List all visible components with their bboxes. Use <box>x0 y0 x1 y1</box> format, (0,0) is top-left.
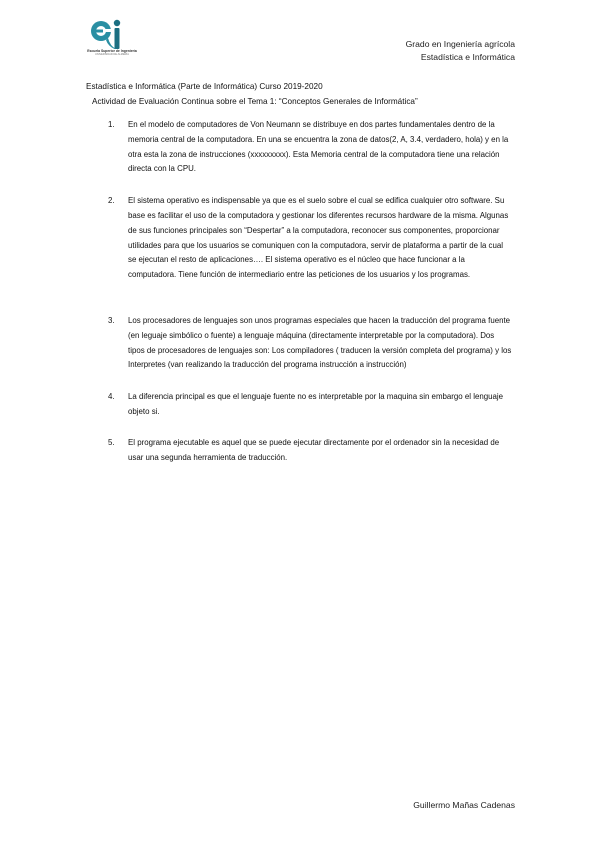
answer-number: 1. <box>108 120 115 129</box>
answer-text: Los procesadores de lenguajes son unos programas especiales que hacen la traducción del programa fuente (en leguaje simbólico o fuente) a lenguaje máquina (directamente interpretable por la computadora). Dos tipos de procesadores de lenguajes son: Los compiladores ( traducen la versión completa del programa) y los Interpretes (van realizando la traducción del programa instrucción a instrucción) <box>128 315 512 370</box>
activity-title: Actividad de Evaluación Continua sobre el Tema 1: “Conceptos Generales de Informática” <box>92 97 418 106</box>
answer-number: 2. <box>108 196 115 206</box>
answer-text: En el modelo de computadores de Von Neumann se distribuye en dos partes fundamentales dentro de la memoria central de la computadora. En una se encuentra la zona de datos(2, A, 3.4, verdadero, hola) y en la otra esta la zona de instrucciones (xxxxxxxxx). Esta Memoria central de la computadora tiene una relación directa con la CPU. <box>128 120 509 174</box>
answer-number: 5. <box>108 437 115 447</box>
logo-caption <box>82 49 142 56</box>
answer-number: 4. <box>108 392 115 402</box>
answer-item-3 <box>108 314 513 373</box>
author-name: Guillermo Mañas Cadenas <box>413 800 515 810</box>
answer-text: El sistema operativo es indispensable ya que es el suelo sobre el cual se edifica cualquier otro software. Su base es facilitar el uso de la computadora y gestionar los diferentes recursos hardware de la misma. Algunas de sus funciones principales son “Despertar” a la computadora, reconocer sus componentes, proporcionar utilidades para que los usuarios se comuniquen con la computadora, servir de plataforma a partir de la cual se ejecutan el resto de aplicaciones…. El sistema operativo es el núcleo que hace funcionar a la computadora. Tiene función de intermediario entre las peticiones de los usuarios y los programas. <box>128 196 509 280</box>
school-logo-icon <box>86 16 136 50</box>
logo-caption-university: UNIVERSIDAD DE ALMERÍA <box>94 53 129 56</box>
answer-item-2 <box>108 194 513 283</box>
answer-list <box>108 118 513 465</box>
answer-number: 3. <box>108 315 115 325</box>
answer-text: La diferencia principal es que el lenguaje fuente no es interpretable por la maquina sin embargo el lenguaje objeto si. <box>128 392 504 416</box>
document-header <box>406 38 515 64</box>
answer-item-4 <box>108 390 513 420</box>
answer-text: El programa ejecutable es aquel que se puede ejecutar directamente por el ordenador sin la necesidad de usar una segunda herramienta de traducción. <box>128 437 500 462</box>
header-subject: Estadística e Informática <box>420 52 515 62</box>
answer-item-1 <box>108 118 513 177</box>
answer-item-5 <box>108 436 513 466</box>
header-degree: Grado en Ingeniería agrícola <box>405 39 515 49</box>
course-title: Estadística e Informática (Parte de Informática) Curso 2019-2020 <box>86 82 323 91</box>
logo-caption-school: Escuela Superior de Ingeniería <box>87 49 137 53</box>
